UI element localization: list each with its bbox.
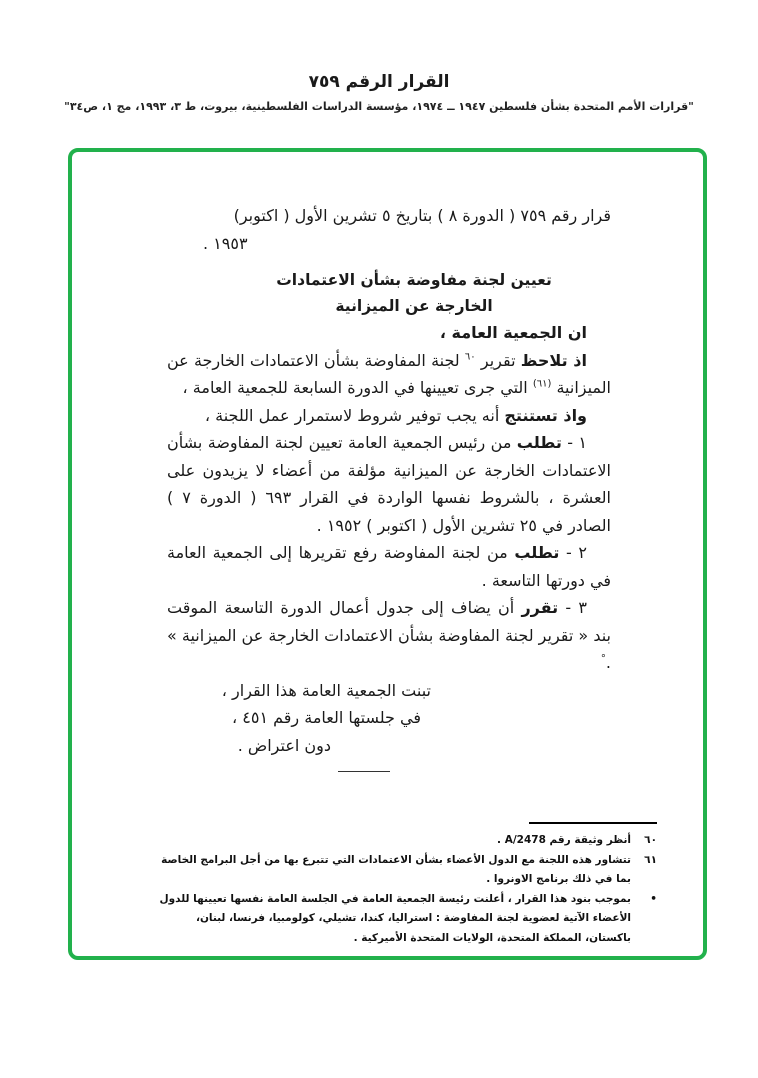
adoption-line1: تبنت الجمعية العامة هذا القرار ، bbox=[221, 680, 431, 700]
footnote-separator bbox=[529, 822, 657, 824]
footnote-61-text: تتشاور هذه اللجنة مع الدول الأعضاء بشأن الاعتمادات التي تتبرع بها من أجل البرامج الخاصة بما في ذلك برنامج الاونروا . bbox=[161, 853, 631, 885]
footnote-bullet bbox=[152, 890, 657, 949]
footnotes-section bbox=[152, 822, 657, 948]
preamble-concluding: واذ تستنتج أنه يجب توفير شروط لاستمرار عمل اللجنة ، bbox=[204, 405, 587, 425]
footnote-60 bbox=[152, 831, 657, 851]
footnote-bullet-marker: • bbox=[650, 892, 657, 905]
page-title: القرار الرقم ٧٥٩ bbox=[308, 72, 450, 92]
footnote-61-marker: ٦١ bbox=[644, 853, 657, 866]
preamble-opening-text: ان الجمعية العامة ، bbox=[439, 323, 587, 342]
resolution-subject bbox=[167, 267, 611, 319]
operative-paragraph-1: ١ - تطلب من رئيس الجمعية العامة تعيين لجنة المفاوضة بشأن الاعتمادات الخارجة عن الميزانية مؤلفة من أعضاء لا يزيدون على العشرة ، بالشروط نفسها الواردة في القرار ٦٩٣ ( الدورة ٧ ) الصادر في ٢٥ تشرين الأول ( اكتوبر ) ١٩٥٢ . bbox=[167, 433, 612, 535]
end-divider bbox=[338, 771, 390, 772]
footnote-ref-bullet: ° bbox=[600, 653, 606, 665]
footnote-bullet-text: بموجب بنود هذا القرار ، أعلنت رئيسة الجمعية العامة في الجلسة العامة نفسها تعيينها للدول الأعضاء الآتية لعضوية لجنة المفاوضة : استراليا، كندا، تشيلي، كولومبيا، فرنسا، لبنان، باكستان، المملكة المتحدة، الولايات المتحدة الأميركية . bbox=[159, 892, 631, 944]
footnote-61 bbox=[152, 851, 657, 890]
source-citation: "قرارات الأمم المتحدة بشأن فلسطين ١٩٤٧ ــ ١٩٧٤، مؤسسة الدراسات الفلسطينية، بيروت، ط ٣، ١٩٩٣، مج ١، ص٣٤" bbox=[64, 100, 694, 113]
highlight-border-box bbox=[68, 148, 707, 960]
adoption-line3: دون اعتراض . bbox=[237, 735, 331, 755]
subject-line1: تعيين لجنة مفاوضة بشأن الاعتمادات bbox=[276, 271, 552, 289]
resolution-body bbox=[167, 202, 611, 772]
preamble-opening bbox=[167, 319, 611, 347]
footnote-ref-61: (٦١) bbox=[532, 378, 552, 390]
adoption-line2: في جلستها العامة رقم ٤٥١ ، bbox=[232, 708, 421, 727]
operative-paragraph-3: ٣ - تقرر أن يضاف إلى جدول أعمال الدورة التاسعة الموقت بند « تقرير لجنة المفاوضة بشأن الاعتمادات الخارجة عن الميزانية » .° bbox=[167, 598, 611, 672]
subject-line2: الخارجة عن الميزانية bbox=[335, 297, 493, 315]
resolution-title-line1: قرار رقم ٧٥٩ ( الدورة ٨ ) بتاريخ ٥ تشرين الأول ( اكتوبر) bbox=[233, 206, 611, 225]
resolution-title-line2: ١٩٥٣ . bbox=[203, 233, 248, 253]
footnote-ref-60: ٦٠ bbox=[464, 351, 476, 363]
preamble-noting: اذ تلاحظ تقرير $^{٦٠}$ لجنة المفاوضة بشأن الاعتمادات الخارجة عن الميزانية $^{(٦١)}$ التي جرى تعيينها في الدورة السابعة للجمعية العامة ، bbox=[167, 350, 611, 397]
operative-paragraph-2: ٢ - تطلب من لجنة المفاوضة رفع تقريرها إلى الجمعية العامة في دورتها التاسعة . bbox=[167, 543, 611, 590]
footnote-60-text: أنظر وثيقة رقم A/2478 . bbox=[497, 834, 631, 846]
footnote-60-marker: ٦٠ bbox=[644, 834, 657, 846]
